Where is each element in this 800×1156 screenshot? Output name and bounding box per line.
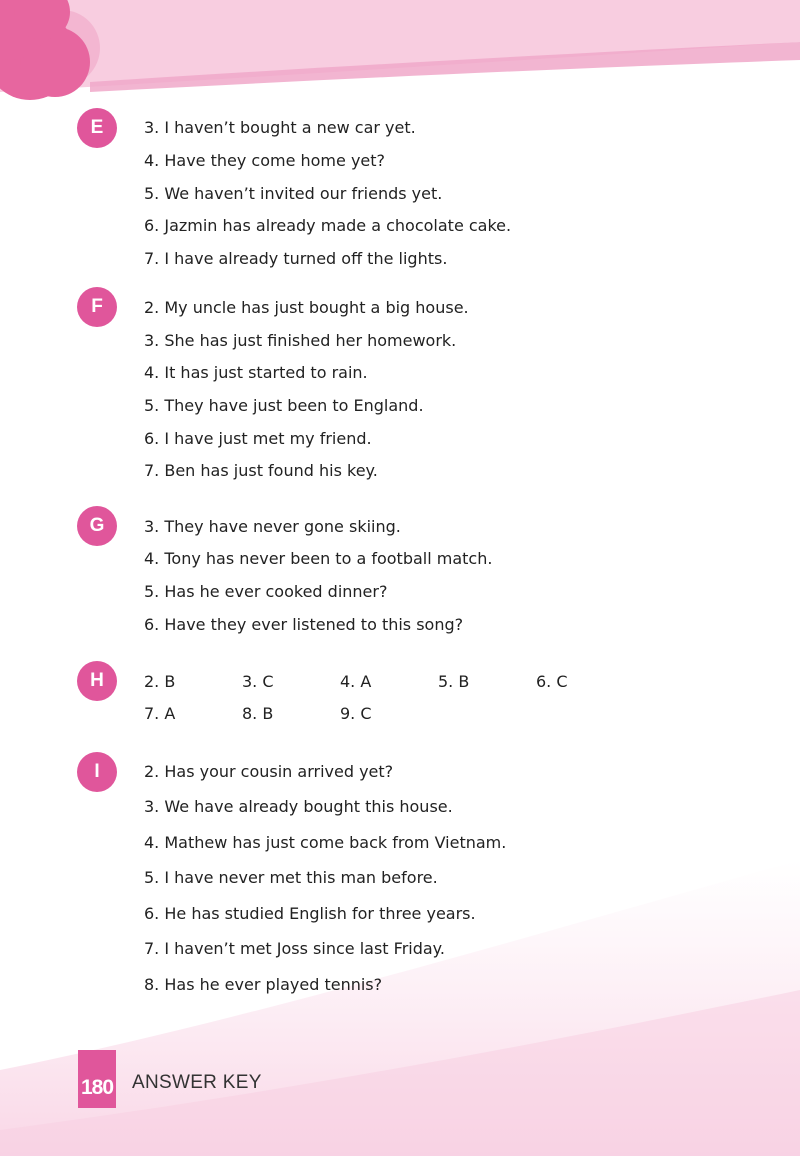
- answer-line: 3. I haven’t bought a new car yet.: [144, 118, 416, 137]
- answer-choice: 5. B: [438, 672, 470, 691]
- answer-choice: 4. A: [340, 672, 372, 691]
- answer-line: 5. I have never met this man before.: [144, 868, 438, 887]
- answer-choice: 6. C: [536, 672, 568, 691]
- answer-line: 7. Ben has just found his key.: [144, 461, 378, 480]
- answer-line: 4. Mathew has just come back from Vietnam.: [144, 833, 507, 852]
- answer-line: 5. They have just been to England.: [144, 396, 424, 415]
- answer-line: 4. It has just started to rain.: [144, 363, 368, 382]
- answer-line: 6. He has studied English for three years.: [144, 904, 476, 923]
- answer-line: 7. I haven’t met Joss since last Friday.: [144, 939, 445, 958]
- answer-line: 4. Tony has never been to a football match.: [144, 549, 493, 568]
- footer-label: ANSWER KEY: [132, 1072, 262, 1093]
- section-badge-h: H: [77, 661, 117, 701]
- answer-line: 6. Jazmin has already made a chocolate cake.: [144, 216, 512, 235]
- answer-line: 8. Has he ever played tennis?: [144, 975, 383, 994]
- answer-line: 5. We haven’t invited our friends yet.: [144, 184, 443, 203]
- answer-choice: 7. A: [144, 704, 176, 723]
- answer-choice: 8. B: [242, 704, 274, 723]
- top-banner: [0, 0, 800, 92]
- answer-line: 6. I have just met my friend.: [144, 429, 372, 448]
- answer-line: 5. Has he ever cooked dinner?: [144, 582, 388, 601]
- section-badge-f: F: [77, 287, 117, 327]
- answer-line: 6. Have they ever listened to this song?: [144, 615, 464, 634]
- section-badge-i: I: [77, 752, 117, 792]
- answer-line: 7. I have already turned off the lights.: [144, 249, 448, 268]
- answer-line: 3. She has just finished her homework.: [144, 331, 457, 350]
- section-badge-g: G: [77, 506, 117, 546]
- page-number: 180: [78, 1050, 116, 1108]
- answer-line: 3. They have never gone skiing.: [144, 517, 401, 536]
- answer-line: 3. We have already bought this house.: [144, 797, 453, 816]
- answer-line: 2. My uncle has just bought a big house.: [144, 298, 469, 317]
- answer-line: 4. Have they come home yet?: [144, 151, 386, 170]
- section-badge-e: E: [77, 108, 117, 148]
- answer-choice: 2. B: [144, 672, 176, 691]
- answer-choice: 3. C: [242, 672, 274, 691]
- answer-choice: 9. C: [340, 704, 372, 723]
- answer-line: 2. Has your cousin arrived yet?: [144, 762, 394, 781]
